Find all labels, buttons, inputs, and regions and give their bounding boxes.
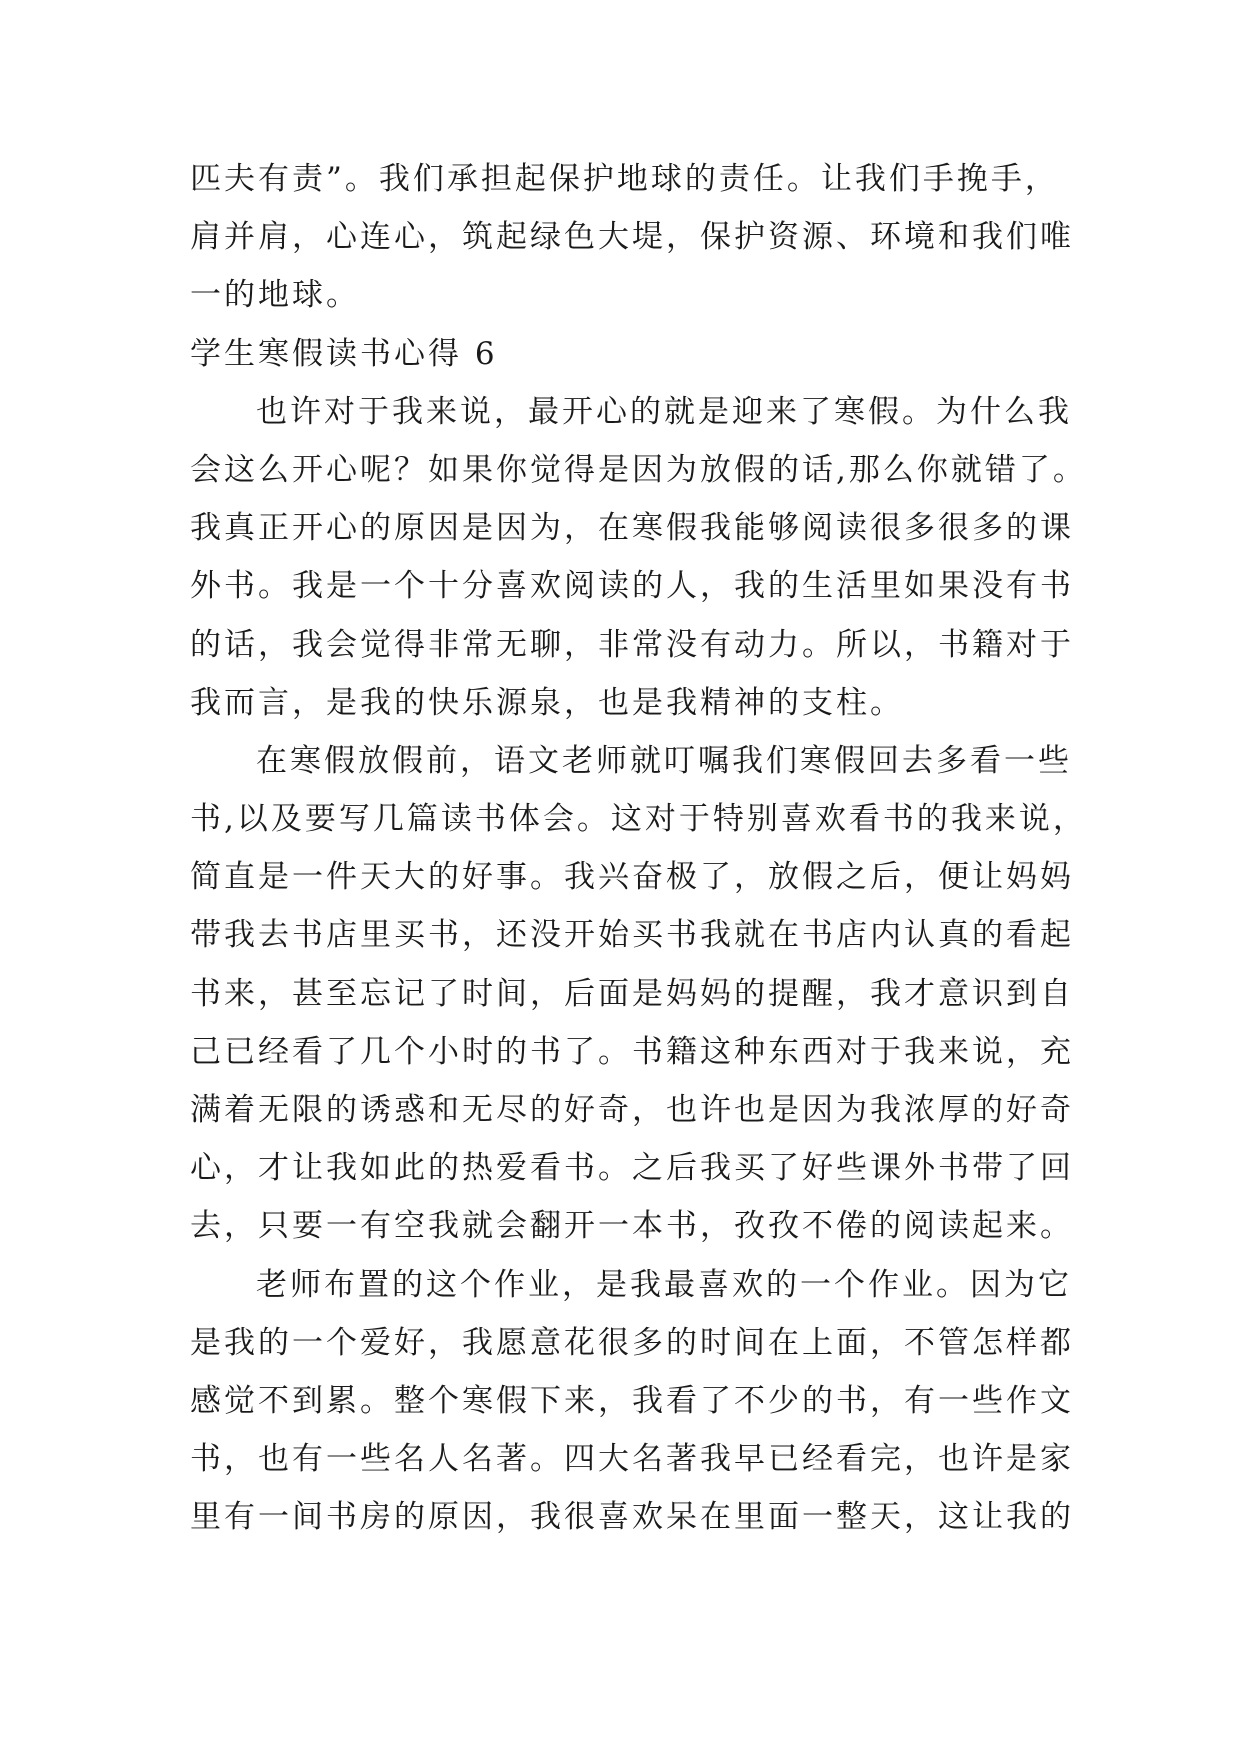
paragraph-line: 去，只要一有空我就会翻开一本书，孜孜不倦的阅读起来。 <box>190 1208 1074 1245</box>
paragraph-line: 的话，我会觉得非常无聊，非常没有动力。所以，书籍对于 <box>190 626 1074 663</box>
paragraph-line: 我真正开心的原因是因为，在寒假我能够阅读很多很多的课 <box>190 510 1074 547</box>
paragraph-line: 书,以及要写几篇读书体会。这对于特别喜欢看书的我来说， <box>190 801 1087 838</box>
paragraph-line: 简直是一件天大的好事。我兴奋极了，放假之后，便让妈妈 <box>190 859 1074 896</box>
section-title: 学生寒假读书心得 6 <box>190 335 498 372</box>
paragraph-line: 会这么开心呢？如果你觉得是因为放假的话,那么你就错了。 <box>190 451 1087 488</box>
continuation-paragraph <box>190 150 1074 325</box>
paragraph-line: 外书。我是一个十分喜欢阅读的人，我的生活里如果没有书 <box>190 568 1074 605</box>
paragraph-1 <box>190 383 1087 732</box>
paragraph-3 <box>190 1256 1074 1547</box>
paragraph-line: 是我的一个爱好，我愿意花很多的时间在上面，不管怎样都 <box>190 1324 1074 1361</box>
paragraph-line: 肩并肩，心连心，筑起绿色大堤，保护资源、环境和我们唯 <box>190 219 1074 256</box>
paragraph-line: 一的地球。 <box>190 277 360 314</box>
paragraph-line: 书来，甚至忘记了时间，后面是妈妈的提醒，我才意识到自 <box>190 975 1074 1012</box>
paragraph-line: 匹夫有责”。我们承担起保护地球的责任。让我们手挽手， <box>190 161 1059 197</box>
paragraph-line: 我而言，是我的快乐源泉，也是我精神的支柱。 <box>190 684 904 721</box>
document-body <box>190 150 1087 1547</box>
paragraph-line: 己已经看了几个小时的书了。书籍这种东西对于我来说，充 <box>190 1033 1074 1070</box>
paragraph-2 <box>190 732 1087 1256</box>
paragraph-line: 满着无限的诱惑和无尽的好奇，也许也是因为我浓厚的好奇 <box>190 1092 1074 1128</box>
paragraph-line: 书，也有一些名人名著。四大名著我早已经看完，也许是家 <box>190 1441 1074 1478</box>
paragraph-line: 也许对于我来说，最开心的就是迎来了寒假。为什么我 <box>256 393 1072 430</box>
paragraph-line: 在寒假放假前，语文老师就叮嘱我们寒假回去多看一些 <box>256 742 1072 779</box>
paragraph-line: 感觉不到累。整个寒假下来，我看了不少的书，有一些作文 <box>190 1382 1074 1419</box>
paragraph-line: 老师布置的这个作业，是我最喜欢的一个作业。因为它 <box>256 1266 1072 1303</box>
paragraph-line: 心，才让我如此的热爱看书。之后我买了好些课外书带了回 <box>190 1150 1074 1187</box>
paragraph-line: 带我去书店里买书，还没开始买书我就在书店内认真的看起 <box>190 917 1074 954</box>
paragraph-line: 里有一间书房的原因，我很喜欢呆在里面一整天，这让我的 <box>190 1499 1074 1536</box>
